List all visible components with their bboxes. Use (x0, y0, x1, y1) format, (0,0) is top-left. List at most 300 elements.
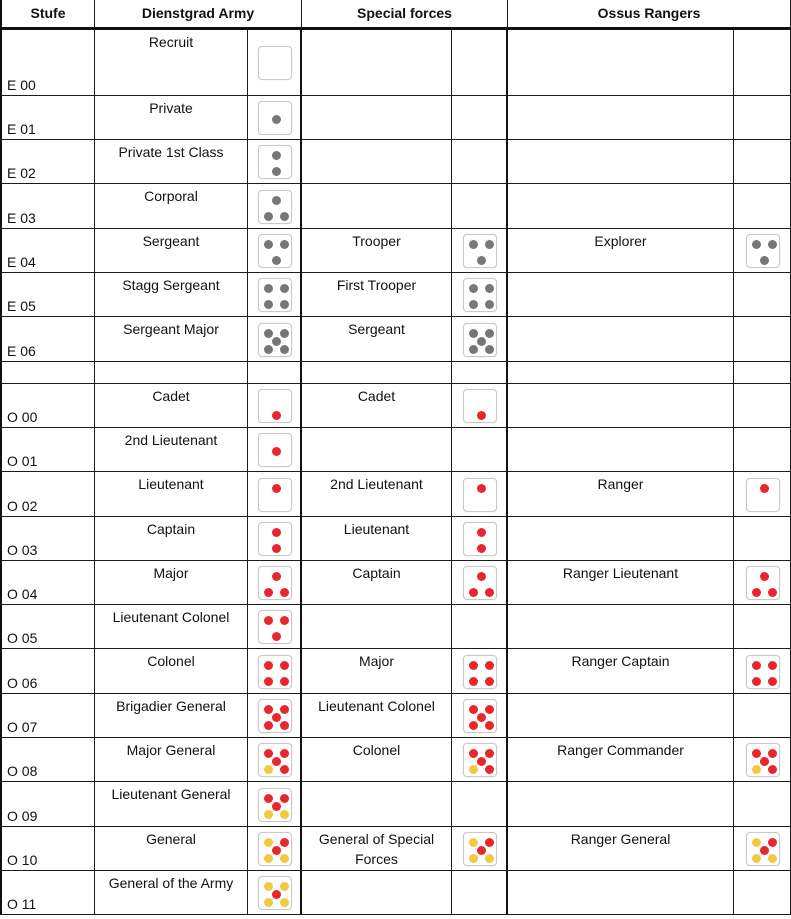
red-pip (477, 544, 486, 553)
special-name-cell (302, 184, 452, 229)
army-insignia-cell (248, 472, 302, 517)
special-name-cell (302, 273, 452, 317)
yellow-pip (280, 810, 289, 819)
red-pip (768, 765, 777, 774)
stufe-label: E 00 (7, 77, 36, 93)
special-insignia-cell (452, 184, 508, 229)
stufe-cell (0, 362, 95, 384)
red-pip (280, 588, 289, 597)
army-rank-insignia-die (258, 234, 292, 268)
red-pip (485, 838, 494, 847)
rangers-insignia-cell (734, 317, 791, 362)
yellow-pip (264, 810, 273, 819)
rangers-name-cell (508, 649, 734, 694)
red-pip (264, 661, 273, 670)
army-rank-name: Major General (126, 742, 216, 758)
special-rank-insignia-die (463, 478, 497, 512)
army-name-cell (95, 229, 248, 273)
red-pip (485, 749, 494, 758)
army-name-cell (95, 561, 248, 605)
red-pip (264, 588, 273, 597)
army-insignia-cell (248, 229, 302, 273)
army-rank-name: Captain (146, 521, 196, 537)
gray-pip (280, 240, 289, 249)
red-pip (477, 713, 486, 722)
army-name-cell (95, 428, 248, 472)
special-insignia-cell (452, 96, 508, 140)
army-rank-insignia-die (258, 832, 292, 866)
rangers-name-cell (508, 140, 734, 184)
red-pip (469, 677, 478, 686)
army-insignia-cell (248, 317, 302, 362)
army-rank-insignia-die (258, 610, 292, 644)
red-pip (272, 890, 281, 899)
red-pip (768, 749, 777, 758)
red-pip (272, 484, 281, 493)
rangers-insignia-cell (734, 384, 791, 428)
army-rank-insignia-die (258, 190, 292, 224)
special-insignia-cell (452, 384, 508, 428)
special-name-cell (302, 782, 452, 827)
special-rank-name: Trooper (352, 233, 401, 249)
rangers-name-cell (508, 871, 734, 915)
rangers-insignia-cell (734, 871, 791, 915)
gray-pip (469, 240, 478, 249)
stufe-cell (0, 649, 95, 694)
special-insignia-cell (452, 428, 508, 472)
rangers-name-cell (508, 273, 734, 317)
gray-pip (485, 329, 494, 338)
army-rank-name: Cadet (152, 388, 190, 404)
rangers-insignia-cell (734, 362, 791, 384)
special-insignia-cell (452, 362, 508, 384)
red-pip (272, 544, 281, 553)
special-name-cell (302, 317, 452, 362)
rangers-name-cell (508, 827, 734, 871)
stufe-label: O 09 (7, 808, 38, 824)
special-insignia-cell (452, 229, 508, 273)
army-insignia-cell (248, 30, 302, 96)
red-pip (485, 765, 494, 774)
special-insignia-cell (452, 649, 508, 694)
special-insignia-cell (452, 317, 508, 362)
special-insignia-cell (452, 871, 508, 915)
gray-pip (264, 329, 273, 338)
army-rank-name: General (146, 831, 196, 847)
army-rank-insignia-die (258, 743, 292, 777)
rangers-insignia-cell (734, 827, 791, 871)
red-pip (768, 588, 777, 597)
special-name-cell (302, 694, 452, 738)
red-pip (477, 528, 486, 537)
red-pip (280, 838, 289, 847)
special-insignia-cell (452, 694, 508, 738)
special-rank-name: Lieutenant (343, 521, 410, 537)
army-name-cell (95, 30, 248, 96)
rangers-name-cell (508, 96, 734, 140)
gray-pip (485, 240, 494, 249)
army-rank-name: Brigadier General (116, 698, 226, 714)
red-pip (264, 749, 273, 758)
special-name-cell (302, 96, 452, 140)
red-pip (272, 757, 281, 766)
special-rank-insignia-die (463, 323, 497, 357)
red-pip (272, 802, 281, 811)
stufe-cell (0, 694, 95, 738)
stufe-cell (0, 561, 95, 605)
army-name-cell (95, 384, 248, 428)
stufe-label: O 07 (7, 719, 38, 735)
stufe-label: O 04 (7, 586, 38, 602)
stufe-label: O 01 (7, 453, 38, 469)
gray-pip (485, 345, 494, 354)
army-rank-name: Sergeant Major (123, 321, 219, 337)
rangers-rank-insignia-die (746, 478, 780, 512)
red-pip (752, 749, 761, 758)
special-rank-name: Cadet (357, 388, 396, 404)
gray-pip (477, 337, 486, 346)
red-pip (264, 721, 273, 730)
special-name-cell (302, 472, 452, 517)
stufe-label: E 05 (7, 298, 36, 314)
red-pip (280, 765, 289, 774)
stufe-label: O 05 (7, 630, 38, 646)
rangers-name-cell (508, 428, 734, 472)
special-rank-name: Colonel (352, 742, 401, 758)
special-rank-name: Captain (352, 565, 401, 581)
gray-pip (272, 337, 281, 346)
yellow-pip (280, 898, 289, 907)
stufe-cell (0, 140, 95, 184)
rangers-name-cell (508, 694, 734, 738)
army-name-cell (95, 184, 248, 229)
special-insignia-cell (452, 30, 508, 96)
gray-pip (469, 329, 478, 338)
stufe-cell (0, 273, 95, 317)
stufe-cell (0, 428, 95, 472)
yellow-pip (752, 838, 761, 847)
special-name-cell (302, 517, 452, 561)
red-pip (272, 846, 281, 855)
stufe-cell (0, 871, 95, 915)
special-name-cell (302, 428, 452, 472)
stufe-label: O 02 (7, 498, 38, 514)
red-pip (485, 705, 494, 714)
red-pip (768, 677, 777, 686)
gray-pip (280, 212, 289, 221)
rangers-name-cell (508, 472, 734, 517)
special-rank-insignia-die (463, 278, 497, 312)
special-rank-name: First Trooper (336, 277, 417, 293)
army-rank-insignia-die (258, 101, 292, 135)
rangers-insignia-cell (734, 517, 791, 561)
army-rank-insignia-die (258, 323, 292, 357)
yellow-pip (469, 838, 478, 847)
special-rank-insignia-die (463, 832, 497, 866)
yellow-pip (280, 882, 289, 891)
red-pip (469, 661, 478, 670)
special-insignia-cell (452, 827, 508, 871)
stufe-label: E 02 (7, 165, 36, 181)
rangers-insignia-cell (734, 30, 791, 96)
rangers-name-cell (508, 362, 734, 384)
special-name-cell (302, 605, 452, 649)
army-name-cell (95, 96, 248, 140)
yellow-pip (264, 898, 273, 907)
yellow-pip (264, 765, 273, 774)
special-rank-insignia-die (463, 743, 497, 777)
gray-pip (280, 300, 289, 309)
rangers-rank-name: Explorer (594, 233, 647, 249)
special-rank-insignia-die (463, 566, 497, 600)
army-rank-insignia-die (258, 478, 292, 512)
special-insignia-cell (452, 517, 508, 561)
red-pip (485, 677, 494, 686)
army-insignia-cell (248, 273, 302, 317)
army-rank-name: Lieutenant General (111, 786, 231, 802)
rangers-rank-name: Ranger General (570, 831, 671, 847)
gray-pip (768, 240, 777, 249)
gray-pip (485, 300, 494, 309)
stufe-cell (0, 517, 95, 561)
rangers-name-cell (508, 605, 734, 649)
red-pip (752, 661, 761, 670)
army-insignia-cell (248, 561, 302, 605)
gray-pip (264, 212, 273, 221)
army-rank-insignia-die (258, 389, 292, 423)
special-insignia-cell (452, 738, 508, 782)
rangers-insignia-cell (734, 649, 791, 694)
stufe-cell (0, 738, 95, 782)
gray-pip (264, 345, 273, 354)
army-rank-name: Private (149, 100, 193, 116)
red-pip (272, 411, 281, 420)
red-pip (760, 757, 769, 766)
rangers-insignia-cell (734, 229, 791, 273)
red-pip (264, 705, 273, 714)
army-insignia-cell (248, 649, 302, 694)
stufe-cell (0, 30, 95, 96)
army-name-cell (95, 317, 248, 362)
stufe-cell (0, 782, 95, 827)
gray-pip (264, 240, 273, 249)
red-pip (272, 447, 281, 456)
rangers-insignia-cell (734, 605, 791, 649)
army-insignia-cell (248, 428, 302, 472)
rangers-rank-insignia-die (746, 234, 780, 268)
gray-pip (280, 345, 289, 354)
gray-pip (272, 167, 281, 176)
army-insignia-cell (248, 140, 302, 184)
stufe-label: O 03 (7, 542, 38, 558)
red-pip (272, 528, 281, 537)
rangers-insignia-cell (734, 273, 791, 317)
header-special-forces: Special forces (302, 0, 508, 30)
special-name-cell (302, 384, 452, 428)
red-pip (477, 846, 486, 855)
gray-pip (760, 256, 769, 265)
red-pip (272, 632, 281, 641)
special-rank-name: General of Special Forces (318, 831, 435, 867)
army-rank-name: Corporal (144, 188, 198, 204)
army-rank-insignia-die (258, 145, 292, 179)
army-rank-name: Lieutenant Colonel (112, 609, 230, 625)
yellow-pip (485, 854, 494, 863)
special-rank-name: 2nd Lieutenant (330, 476, 423, 492)
red-pip (760, 484, 769, 493)
army-name-cell (95, 472, 248, 517)
special-name-cell (302, 140, 452, 184)
stufe-cell (0, 605, 95, 649)
rangers-insignia-cell (734, 96, 791, 140)
rangers-name-cell (508, 184, 734, 229)
yellow-pip (280, 854, 289, 863)
rangers-name-cell (508, 561, 734, 605)
special-name-cell (302, 827, 452, 871)
gray-pip (280, 284, 289, 293)
red-pip (469, 721, 478, 730)
gray-pip (469, 345, 478, 354)
rangers-rank-name: Ranger (597, 476, 644, 492)
red-pip (768, 661, 777, 670)
army-rank-name: Lieutenant (138, 476, 204, 492)
header-stufe: Stufe (0, 0, 95, 30)
army-insignia-cell (248, 871, 302, 915)
stufe-cell (0, 317, 95, 362)
rangers-insignia-cell (734, 140, 791, 184)
special-name-cell (302, 229, 452, 273)
army-name-cell (95, 273, 248, 317)
rangers-rank-insignia-die (746, 566, 780, 600)
army-rank-insignia-die (258, 788, 292, 822)
red-pip (264, 616, 273, 625)
yellow-pip (469, 765, 478, 774)
rangers-rank-insignia-die (746, 743, 780, 777)
special-name-cell (302, 362, 452, 384)
army-insignia-cell (248, 782, 302, 827)
rangers-name-cell (508, 517, 734, 561)
army-rank-insignia-die (258, 278, 292, 312)
stufe-label: E 01 (7, 121, 36, 137)
rangers-name-cell (508, 782, 734, 827)
stufe-cell (0, 229, 95, 273)
special-rank-name: Sergeant (348, 321, 405, 337)
rangers-name-cell (508, 317, 734, 362)
army-name-cell (95, 738, 248, 782)
army-insignia-cell (248, 517, 302, 561)
army-name-cell (95, 827, 248, 871)
rangers-rank-insignia-die (746, 655, 780, 689)
yellow-pip (264, 854, 273, 863)
yellow-pip (469, 854, 478, 863)
red-pip (477, 757, 486, 766)
rangers-insignia-cell (734, 738, 791, 782)
stufe-cell (0, 96, 95, 140)
special-rank-insignia-die (463, 522, 497, 556)
stufe-label: O 11 (7, 896, 37, 912)
army-insignia-cell (248, 605, 302, 649)
army-rank-insignia-die (258, 566, 292, 600)
red-pip (485, 721, 494, 730)
stufe-label: O 10 (7, 852, 38, 868)
red-pip (264, 794, 273, 803)
army-rank-insignia-die (258, 876, 292, 910)
red-pip (768, 838, 777, 847)
red-pip (280, 705, 289, 714)
special-rank-insignia-die (463, 234, 497, 268)
special-insignia-cell (452, 605, 508, 649)
rangers-insignia-cell (734, 472, 791, 517)
rangers-name-cell (508, 738, 734, 782)
red-pip (469, 705, 478, 714)
army-rank-name: Private 1st Class (118, 144, 224, 160)
red-pip (272, 713, 281, 722)
army-rank-insignia-die (258, 46, 292, 80)
red-pip (485, 588, 494, 597)
army-insignia-cell (248, 694, 302, 738)
yellow-pip (752, 765, 761, 774)
red-pip (752, 677, 761, 686)
army-rank-name: Stagg Sergeant (122, 277, 220, 293)
special-rank-insignia-die (463, 699, 497, 733)
army-name-cell (95, 140, 248, 184)
army-name-cell (95, 517, 248, 561)
special-insignia-cell (452, 782, 508, 827)
gray-pip (280, 329, 289, 338)
red-pip (760, 572, 769, 581)
special-name-cell (302, 30, 452, 96)
army-name-cell (95, 782, 248, 827)
army-insignia-cell (248, 384, 302, 428)
special-insignia-cell (452, 472, 508, 517)
stufe-cell (0, 384, 95, 428)
header-ossus-rangers: Ossus Rangers (508, 0, 791, 30)
special-insignia-cell (452, 561, 508, 605)
stufe-label: E 06 (7, 343, 36, 359)
special-name-cell (302, 738, 452, 782)
yellow-pip (264, 838, 273, 847)
special-rank-name: Lieutenant Colonel (318, 698, 435, 714)
army-insignia-cell (248, 362, 302, 384)
gray-pip (477, 256, 486, 265)
rangers-insignia-cell (734, 561, 791, 605)
gray-pip (272, 151, 281, 160)
yellow-pip (264, 882, 273, 891)
red-pip (477, 411, 486, 420)
red-pip (280, 721, 289, 730)
rangers-insignia-cell (734, 694, 791, 738)
rangers-name-cell (508, 229, 734, 273)
army-rank-name: Recruit (148, 34, 194, 50)
gray-pip (272, 115, 281, 124)
red-pip (752, 588, 761, 597)
special-name-cell (302, 649, 452, 694)
army-rank-name: General of the Army (108, 875, 234, 891)
yellow-pip (752, 854, 761, 863)
army-name-cell (95, 605, 248, 649)
red-pip (760, 846, 769, 855)
gray-pip (469, 284, 478, 293)
army-rank-name: Sergeant (142, 233, 200, 249)
rangers-name-cell (508, 30, 734, 96)
red-pip (477, 484, 486, 493)
red-pip (469, 749, 478, 758)
rangers-insignia-cell (734, 782, 791, 827)
stufe-label: O 00 (7, 409, 38, 425)
rangers-name-cell (508, 384, 734, 428)
red-pip (477, 572, 486, 581)
rangers-insignia-cell (734, 428, 791, 472)
